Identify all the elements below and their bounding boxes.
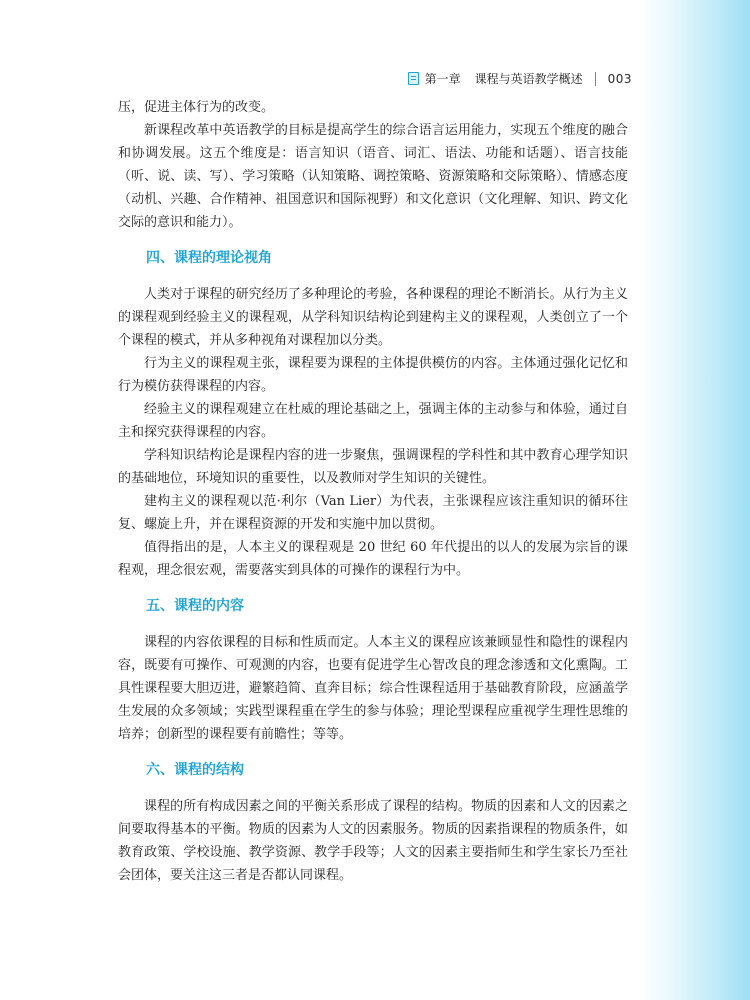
page-body bbox=[118, 96, 628, 887]
page-side-decoration bbox=[638, 0, 750, 1000]
paragraph: 课程的所有构成因素之间的平衡关系形成了课程的结构。物质的因素和人文的因素之间要取得基本的平衡。物质的因素为人文的因素服务。物质的因素指课程的物质条件，如教育政策、学校设施、教学资源、教学手段等；人文的因素主要指师生和学生家长乃至社会团体，要关注这三者是否都认同课程。 bbox=[118, 799, 628, 883]
page-number: 003 bbox=[607, 71, 632, 86]
book-icon bbox=[408, 72, 419, 85]
paragraph: 压，促进主体行为的改变。 bbox=[118, 100, 275, 115]
paragraph: 值得指出的是，人本主义的课程观是 20 世纪 60 年代提出的以人的发展为宗旨的课程观，理念很宏观，需要落实到具体的可操作的课程行为中。 bbox=[118, 540, 628, 578]
header-divider bbox=[595, 72, 596, 86]
paragraph: 行为主义的课程观主张，课程要为课程的主体提供模仿的内容。主体通过强化记忆和行为模仿获得课程的内容。 bbox=[118, 356, 628, 394]
running-header bbox=[408, 70, 632, 87]
paragraph: 新课程改革中英语教学的目标是提高学生的综合语言运用能力，实现五个维度的融合和协调发展。这五个维度是：语言知识（语音、词汇、语法、功能和话题）、语言技能（听、说、读、写）、学习策略（认知策略、调控策略、资源策略和交际策略）、情感态度（动机、兴趣、合作精神、祖国意识和国际视野）和文化意识（文化理解、知识、跨文化交际的意识和能力）。 bbox=[118, 123, 628, 230]
paragraph: 学科知识结构论是课程内容的进一步聚焦，强调课程的学科性和其中教育心理学知识的基础地位，环境知识的重要性，以及教师对学生知识的关键性。 bbox=[118, 448, 628, 486]
section-heading-5: 五、课程的内容 bbox=[146, 598, 244, 614]
section-heading-4: 四、课程的理论视角 bbox=[146, 250, 272, 266]
paragraph: 建构主义的课程观以范·利尔（Van Lier）为代表，主张课程应该注重知识的循环往复、螺旋上升，并在课程资源的开发和实施中加以贯彻。 bbox=[118, 494, 628, 532]
chapter-title: 课程与英语教学概述 bbox=[474, 72, 583, 86]
paragraph: 经验主义的课程观建立在杜威的理论基础之上，强调主体的主动参与和体验，通过自主和探究获得课程的内容。 bbox=[118, 402, 628, 440]
section-heading-6: 六、课程的结构 bbox=[146, 762, 244, 778]
paragraph: 人类对于课程的研究经历了多种理论的考验，各种课程的理论不断消长。从行为主义的课程观到经验主义的课程观，从学科知识结构论到建构主义的课程观，人类创立了一个个课程的模式，并从多种视角对课程加以分类。 bbox=[118, 287, 628, 348]
chapter-label: 第一章 bbox=[424, 72, 461, 86]
paragraph: 课程的内容依课程的目标和性质而定。人本主义的课程应该兼顾显性和隐性的课程内容，既要有可操作、可观测的内容，也要有促进学生心智改良的理念渗透和文化熏陶。工具性课程要大胆迈进，避繁趋简、直奔目标；综合性课程适用于基础教育阶段，应涵盖学生发展的众多领域；实践型课程重在学生的参与体验；理论型课程应重视学生理性思维的培养；创新型的课程要有前瞻性；等等。 bbox=[118, 635, 628, 742]
